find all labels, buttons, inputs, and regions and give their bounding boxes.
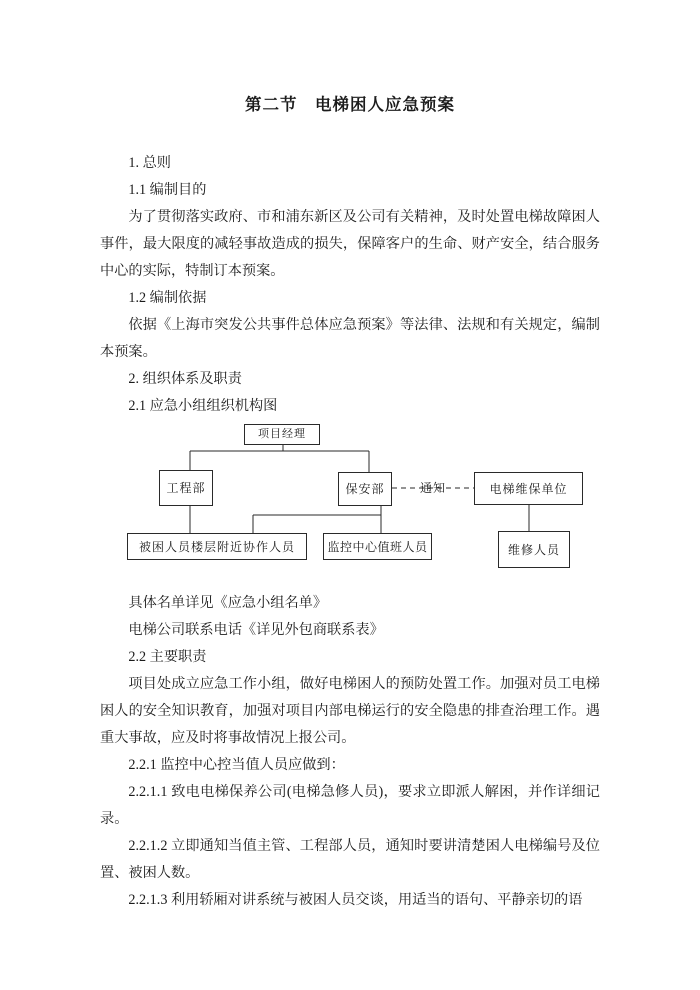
org-edge-label-notify: 通知 [419,481,446,495]
org-node-engineering-dept: 工程部 [159,470,213,506]
para-2-2-1-2-notify: 2.2.1.2 立即通知当值主管、工程部人员，通知时要讲清楚困人电梯编号及位置、被困人数。 [100,838,600,881]
para-purpose-body: 为了贯彻落实政府、市和浦东新区及公司有关精神，及时处置电梯故障困人事件，最大限度的减轻事故造成的损失，保障客户的生命、财产安全，结合服务中心的实际，特制订本预案。 [100,209,600,279]
para-1-1-purpose: 1.1 编制目的 [128,182,207,198]
para-basis-body: 依据《上海市突发公共事件总体应急预案》等法律、法规和有关规定，编制本预案。 [100,317,600,360]
para-1-general: 1. 总则 [128,155,171,171]
org-node-monitoring-center-duty-staff: 监控中心值班人员 [323,533,432,560]
org-node-security-dept: 保安部 [338,472,392,506]
para-2-2-duties: 2.2 主要职责 [128,649,207,665]
para-2-1-chart-title: 2.1 应急小组组织机构图 [128,398,278,414]
org-node-repair-staff: 维修人员 [498,531,570,568]
para-1-2-basis: 1.2 编制依据 [128,290,207,306]
para-roster-note: 具体名单详见《应急小组名单》 [128,595,328,611]
para-phone-note: 电梯公司联系电话《详见外包商联系表》 [128,622,384,638]
org-node-floor-assist-staff: 被困人员楼层附近协作人员 [127,533,307,560]
org-node-project-manager: 项目经理 [244,424,320,445]
para-duties-body: 项目处成立应急工作小组，做好电梯困人的预防处置工作。加强对员工电梯困人的安全知识教育，加强对项目内部电梯运行的安全隐患的排查治理工作。遇重大事故，应及时将事故情况上报公司。 [100,676,600,746]
page-title: 第二节 电梯困人应急预案 [245,95,455,114]
para-2-2-1-3-intercom: 2.2.1.3 利用轿厢对讲系统与被困人员交谈，用适当的语句、平静亲切的语 [128,892,583,908]
para-2-2-1-monitor: 2.2.1 监控中心控当值人员应做到： [128,757,345,773]
para-2-organization: 2. 组织体系及职责 [128,371,242,387]
org-node-elevator-maintenance-unit: 电梯维保单位 [474,472,583,505]
para-2-2-1-1-call: 2.2.1.1 致电电梯保养公司(电梯急修人员)，要求立即派人解困，并作详细记录。 [100,784,600,827]
org-chart [100,420,600,586]
